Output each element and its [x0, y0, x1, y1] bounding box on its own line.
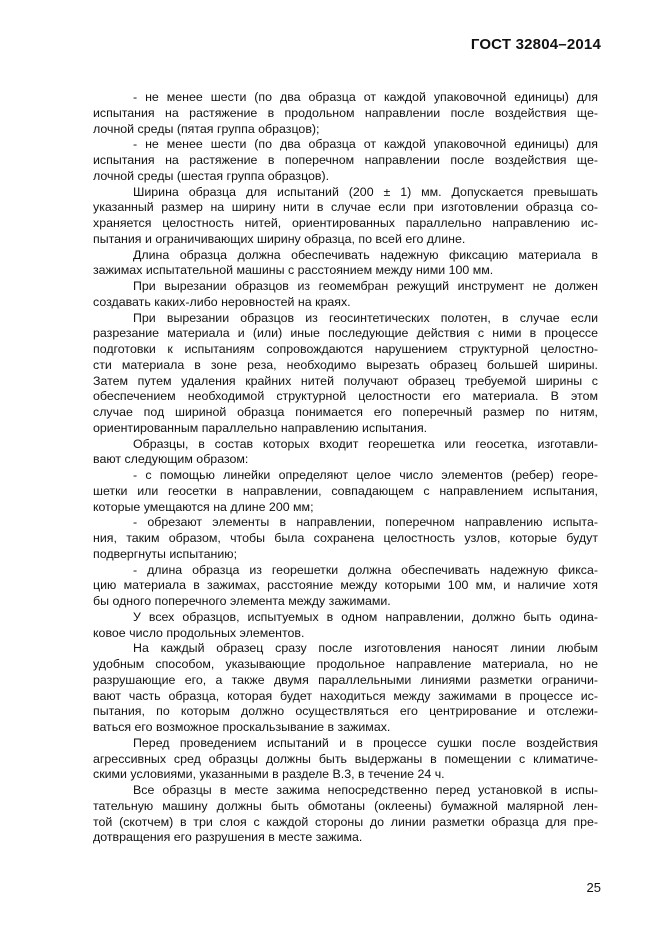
text-line: случае под шириной образца понимается его поперечный размер по нитям,	[93, 405, 598, 419]
text-line: ориентированным параллельно направлению испытания.	[93, 420, 428, 435]
text-line: лочной среды (шестая группа образцов).	[93, 168, 330, 183]
body-text	[93, 90, 598, 846]
text-line: подвергнуты испытанию;	[93, 546, 238, 561]
text-line: - не менее шести (по два образца от каждой упаковочной единицы) для	[133, 137, 598, 152]
text-line: Ширина образца для испытаний (200 ± 1) мм. Допускается превышать	[133, 184, 598, 199]
document-code-header: ГОСТ 32804–2014	[470, 36, 601, 53]
text-line: шетки или геосетки в направлении, совпадающем с направлением испытания,	[93, 483, 598, 498]
text-line: зажимах испытательной машины с расстоянием между ними 100 мм.	[93, 263, 494, 278]
text-line: испытания на растяжение в продольном направлении после воздействия ще-	[93, 105, 598, 120]
text-line: Длина образца должна обеспечивать надежную фиксацию материала в	[133, 247, 598, 262]
page-number: 25	[586, 880, 601, 895]
text-line: ния, таким образом, чтобы была сохранена целостность узлов, которые будут	[93, 531, 598, 545]
text-line: создавать каких-либо неровностей на краях.	[93, 294, 351, 309]
text-line: цию материала в зажимах, расстояние между которыми 100 мм, и наличие хотя	[93, 578, 598, 593]
text-line: дотвращения его разрушения в месте зажима.	[93, 830, 363, 845]
text-line: храняется целостность нитей, ориентированных параллельно направлению ис-	[93, 216, 598, 230]
text-line: Перед проведением испытаний и в процессе сушки после воздействия	[133, 735, 598, 750]
text-line: лочной среды (пятая группа образцов);	[93, 121, 320, 136]
text-line: Образцы, в состав которых входит георешетка или геосетка, изготавли-	[133, 436, 598, 451]
text-line: агрессивных сред образцы должны быть выдержаны в помещении с климатиче-	[93, 751, 598, 766]
text-line: скими условиями, указанными в разделе В.3, в течение 24 ч.	[93, 767, 445, 782]
text-line: обеспечением необходимой структурной целостности его материала. В этом	[93, 389, 598, 404]
text-line: той (скотчем) в три слоя с каждой стороны до линии разметки образца для пре-	[93, 814, 598, 829]
text-line: тательную машину должны быть обмотаны (оклеены) бумажной малярной лен-	[93, 798, 598, 813]
text-line: пытания, по которым должно осуществляться его центрирование и отслежи-	[93, 704, 598, 719]
text-line: разрезание материала и (или) иные последующие действия с ними в процессе	[93, 326, 598, 341]
text-line: указанный размер на ширину нити в случае если при изготовлении образца со-	[93, 200, 598, 215]
text-line: При вырезании образцов из геомембран режущий инструмент не должен	[133, 279, 598, 293]
text-line: У всех образцов, испытуемых в одном направлении, должно быть одина-	[133, 609, 598, 624]
text-line: разрушающие его, а также двумя параллельными линиями разметки ограничи-	[93, 672, 598, 687]
text-line: - не менее шести (по два образца от каждой упаковочной единицы) для	[133, 90, 598, 104]
text-line: вают следующим образом:	[93, 452, 249, 467]
text-line: Все образцы в месте зажима непосредственно перед установкой в испы-	[133, 783, 598, 797]
text-line: которые умещаются на длине 200 мм;	[93, 499, 314, 514]
text-line: вают часть образца, которая будет находиться между зажимами в процессе ис-	[93, 688, 598, 703]
text-line: ковое число продольных элементов.	[93, 625, 305, 640]
text-line: - обрезают элементы в направлении, поперечном направлению испыта-	[133, 515, 598, 530]
text-line: сти материала в зоне реза, необходимо вырезать образец большей ширины.	[93, 357, 598, 372]
text-line: бы одного поперечного элемента между зажимами.	[93, 594, 391, 608]
text-line: подготовки к испытаниям сопровождаются нарушением структурной целостно-	[93, 342, 598, 356]
text-line: При вырезании образцов из геосинтетических полотен, в случае если	[133, 310, 598, 325]
text-line: испытания на растяжение в поперечном направлении после воздействия ще-	[93, 153, 598, 167]
text-line: Затем путем удаления крайних нитей получают образец требуемой ширины с	[93, 373, 598, 388]
text-line: - длина образца из георешетки должна обеспечивать надежную фикса-	[133, 562, 598, 577]
text-line: - с помощью линейки определяют целое число элементов (ребер) георе-	[133, 468, 598, 482]
text-line: удобным способом, указывающие продольное направление материала, но не	[93, 657, 598, 671]
text-line: На каждый образец сразу после изготовления наносят линии любым	[133, 641, 598, 656]
text-line: пытания и ограничивающих ширину образца, по всей его длине.	[93, 231, 466, 246]
text-line: ваться его возможное проскальзывание в зажимах.	[93, 720, 391, 734]
